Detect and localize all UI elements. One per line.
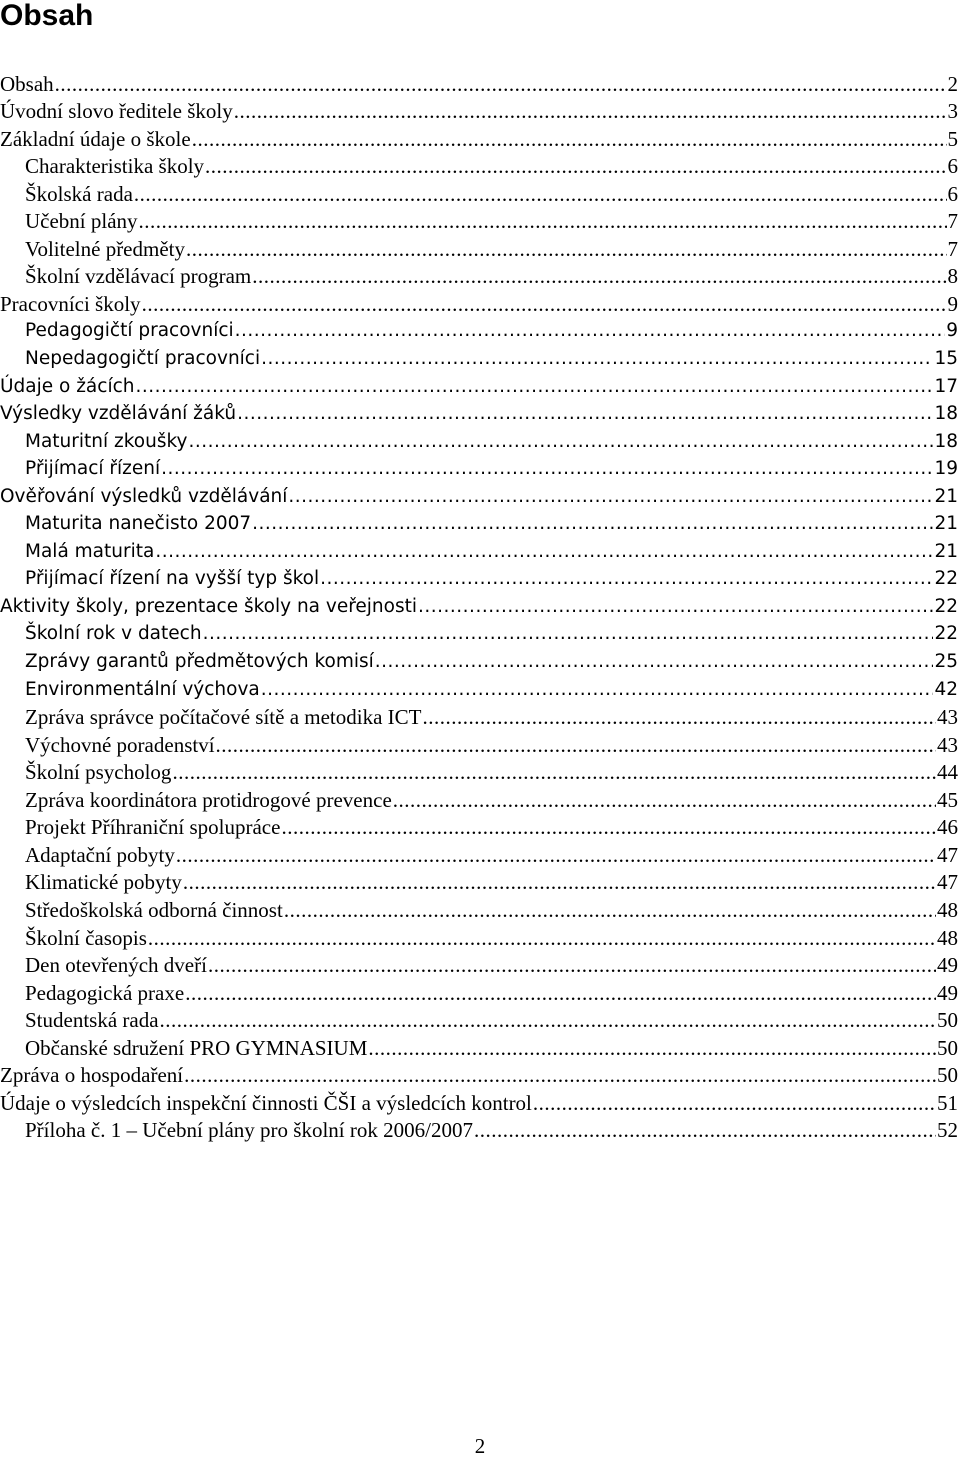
toc-entry-page: 22 (934, 595, 960, 619)
toc-entry-label: Adaptační pobyty (25, 843, 175, 867)
toc-entry[interactable] (0, 784, 960, 812)
toc-entry[interactable] (0, 1115, 960, 1143)
toc-entry-label: Obsah (0, 72, 54, 96)
toc-entry-page: 51 (937, 1091, 960, 1115)
toc-entry-label: Studentská rada (25, 1008, 159, 1032)
toc-entry-label: Výchovné poradenství (25, 733, 215, 757)
toc-dot-leader (375, 650, 934, 674)
toc-entry-page: 3 (948, 99, 960, 123)
toc-entry-page: 9 (946, 319, 960, 343)
toc-entry-label: Zpráva koordinátora protidrogové prevence (25, 788, 392, 812)
toc-entry[interactable] (0, 509, 960, 537)
toc-dot-leader (184, 1063, 936, 1087)
toc-entry-label: Maturitní zkoušky (25, 430, 187, 454)
toc-entry-label: Občanské sdružení PRO GYMNASIUM (25, 1036, 367, 1060)
toc-entry-page: 52 (937, 1118, 960, 1142)
toc-entry-page: 43 (937, 705, 960, 729)
toc-entry-page: 47 (937, 870, 960, 894)
toc-dot-leader (393, 788, 936, 812)
toc-dot-leader (261, 347, 933, 371)
toc-entry[interactable] (0, 564, 960, 592)
toc-entry-label: Zpráva o hospodaření (0, 1063, 183, 1087)
toc-dot-leader (281, 815, 936, 839)
toc-entry[interactable] (0, 922, 960, 950)
toc-entry-label: Zprávy garantů předmětových komisí (25, 650, 374, 674)
toc-entry-page: 18 (934, 402, 960, 426)
toc-entry[interactable] (0, 619, 960, 647)
toc-entry-label: Údaje o výsledcích inspekční činnosti ČŠI a výsledcích kontrol (0, 1091, 532, 1115)
toc-entry-label: Charakteristika školy (25, 154, 204, 178)
toc-entry-page: 9 (948, 292, 960, 316)
toc-dot-leader (208, 953, 936, 977)
toc-dot-leader (192, 127, 947, 151)
toc-entry-page: 48 (937, 926, 960, 950)
toc-entry-label: Výsledky vzdělávání žáků (0, 402, 236, 426)
toc-entry[interactable] (0, 68, 960, 96)
toc-entry-page: 18 (934, 430, 960, 454)
toc-entry-page: 17 (934, 375, 960, 399)
toc-entry[interactable] (0, 757, 960, 785)
toc-entry-page: 44 (937, 760, 960, 784)
toc-entry-page: 43 (937, 733, 960, 757)
toc-entry-page: 49 (937, 981, 960, 1005)
toc-entry[interactable] (0, 1032, 960, 1060)
toc-entry-page: 45 (937, 788, 960, 812)
toc-entry-label: Maturita nanečisto 2007 (25, 512, 251, 536)
toc-dot-leader (172, 760, 936, 784)
toc-entry[interactable] (0, 812, 960, 840)
toc-entry[interactable] (0, 151, 960, 179)
toc-entry[interactable] (0, 288, 960, 316)
toc-entry-label: Klimatické pobyty (25, 870, 182, 894)
toc-entry-page: 49 (937, 953, 960, 977)
toc-entry-page: 7 (948, 209, 960, 233)
toc-dot-leader (288, 485, 933, 509)
toc-dot-leader (139, 209, 947, 233)
page-title: Obsah (0, 0, 93, 34)
toc-entry-label: Základní údaje o škole (0, 127, 191, 151)
toc-entry-label: Volitelné předměty (25, 237, 185, 261)
toc-entry-label: Pedagogická praxe (25, 981, 184, 1005)
toc-entry-label: Školní rok v datech (25, 622, 202, 646)
toc-entry[interactable] (0, 950, 960, 978)
toc-entry-page: 46 (937, 815, 960, 839)
toc-entry[interactable] (0, 426, 960, 454)
toc-entry-label: Školní vzdělávací program (25, 264, 251, 288)
toc-entry-page: 19 (934, 457, 960, 481)
toc-entry[interactable] (0, 178, 960, 206)
table-of-contents (0, 68, 960, 1142)
toc-entry-page: 25 (934, 650, 960, 674)
toc-dot-leader (205, 154, 946, 178)
toc-dot-leader (284, 898, 936, 922)
toc-dot-leader (55, 72, 947, 96)
toc-entry[interactable] (0, 894, 960, 922)
toc-entry-label: Malá maturita (25, 540, 154, 564)
toc-dot-leader (188, 430, 933, 454)
toc-entry[interactable] (0, 839, 960, 867)
toc-entry-label: Nepedagogičtí pracovníci (25, 347, 260, 371)
toc-entry-page: 47 (937, 843, 960, 867)
toc-entry[interactable] (0, 206, 960, 234)
toc-dot-leader (186, 237, 947, 261)
toc-entry-label: Údaje o žácích (0, 375, 134, 399)
toc-entry[interactable] (0, 1005, 960, 1033)
toc-entry-page: 7 (948, 237, 960, 261)
toc-entry[interactable] (0, 674, 960, 702)
toc-entry-label: Pracovníci školy (0, 292, 141, 316)
toc-dot-leader (176, 843, 936, 867)
toc-entry-label: Den otevřených dveří (25, 953, 207, 977)
toc-entry[interactable] (0, 371, 960, 399)
toc-entry[interactable] (0, 646, 960, 674)
toc-entry-page: 42 (934, 678, 960, 702)
toc-entry-page: 2 (948, 72, 960, 96)
toc-dot-leader (183, 870, 936, 894)
toc-entry-label: Projekt Příhraniční spolupráce (25, 815, 280, 839)
toc-entry-page: 21 (934, 485, 960, 509)
toc-dot-leader (252, 264, 946, 288)
toc-dot-leader (234, 99, 947, 123)
toc-dot-leader (252, 512, 933, 536)
toc-dot-leader (142, 292, 947, 316)
toc-dot-leader (261, 678, 934, 702)
page-number: 2 (0, 1434, 960, 1458)
toc-dot-leader (418, 595, 933, 619)
toc-entry[interactable] (0, 233, 960, 261)
toc-entry-label: Školská rada (25, 182, 133, 206)
toc-entry[interactable] (0, 1087, 960, 1115)
toc-entry[interactable] (0, 399, 960, 427)
toc-entry-label: Přijímací řízení na vyšší typ škol (25, 567, 319, 591)
toc-entry-label: Středoškolská odborná činnost (25, 898, 283, 922)
toc-entry-label: Ověřování výsledků vzdělávání (0, 485, 287, 509)
toc-entry[interactable] (0, 343, 960, 371)
toc-entry-page: 50 (937, 1036, 960, 1060)
toc-dot-leader (216, 733, 936, 757)
toc-entry[interactable] (0, 867, 960, 895)
toc-entry[interactable] (0, 123, 960, 151)
toc-entry-label: Zpráva správce počítačové sítě a metodika ICT (25, 705, 422, 729)
toc-dot-leader (235, 319, 946, 343)
toc-dot-leader (134, 182, 947, 206)
toc-dot-leader (148, 926, 936, 950)
toc-entry[interactable] (0, 591, 960, 619)
toc-dot-leader (237, 402, 933, 426)
toc-entry[interactable] (0, 1060, 960, 1088)
toc-entry-label: Školní psycholog (25, 760, 171, 784)
toc-entry-page: 21 (934, 540, 960, 564)
toc-entry-page: 22 (934, 567, 960, 591)
toc-dot-leader (320, 567, 933, 591)
toc-entry-label: Úvodní slovo ředitele školy (0, 99, 233, 123)
toc-entry-page: 48 (937, 898, 960, 922)
toc-entry-page: 50 (937, 1008, 960, 1032)
toc-entry-label: Pedagogičtí pracovníci (25, 319, 234, 343)
toc-entry[interactable] (0, 977, 960, 1005)
toc-entry-label: Aktivity školy, prezentace školy na veřejnosti (0, 595, 417, 619)
toc-entry-label: Přijímací řízení (25, 457, 160, 481)
toc-entry-label: Učební plány (25, 209, 138, 233)
toc-entry-page: 6 (948, 182, 960, 206)
toc-dot-leader (185, 981, 936, 1005)
toc-entry[interactable] (0, 454, 960, 482)
toc-entry-page: 21 (934, 512, 960, 536)
toc-dot-leader (155, 540, 933, 564)
toc-entry-page: 15 (934, 347, 960, 371)
toc-entry[interactable] (0, 536, 960, 564)
toc-dot-leader (160, 1008, 936, 1032)
toc-entry-page: 5 (948, 127, 960, 151)
toc-dot-leader (161, 457, 933, 481)
toc-dot-leader (203, 622, 934, 646)
toc-entry-label: Příloha č. 1 – Učební plány pro školní rok 2006/2007 (25, 1118, 473, 1142)
toc-dot-leader (135, 375, 933, 399)
toc-entry[interactable] (0, 261, 960, 289)
toc-dot-leader (423, 705, 937, 729)
toc-entry-page: 8 (948, 264, 960, 288)
toc-entry-page: 50 (937, 1063, 960, 1087)
toc-entry[interactable] (0, 481, 960, 509)
toc-entry-page: 22 (934, 622, 960, 646)
toc-entry[interactable] (0, 316, 960, 344)
toc-entry-page: 6 (948, 154, 960, 178)
toc-entry-label: Školní časopis (25, 926, 147, 950)
toc-entry[interactable] (0, 702, 960, 730)
toc-entry[interactable] (0, 96, 960, 124)
toc-dot-leader (368, 1036, 936, 1060)
toc-dot-leader (474, 1118, 936, 1142)
toc-entry[interactable] (0, 729, 960, 757)
toc-dot-leader (533, 1091, 936, 1115)
toc-entry-label: Environmentální výchova (25, 678, 260, 702)
